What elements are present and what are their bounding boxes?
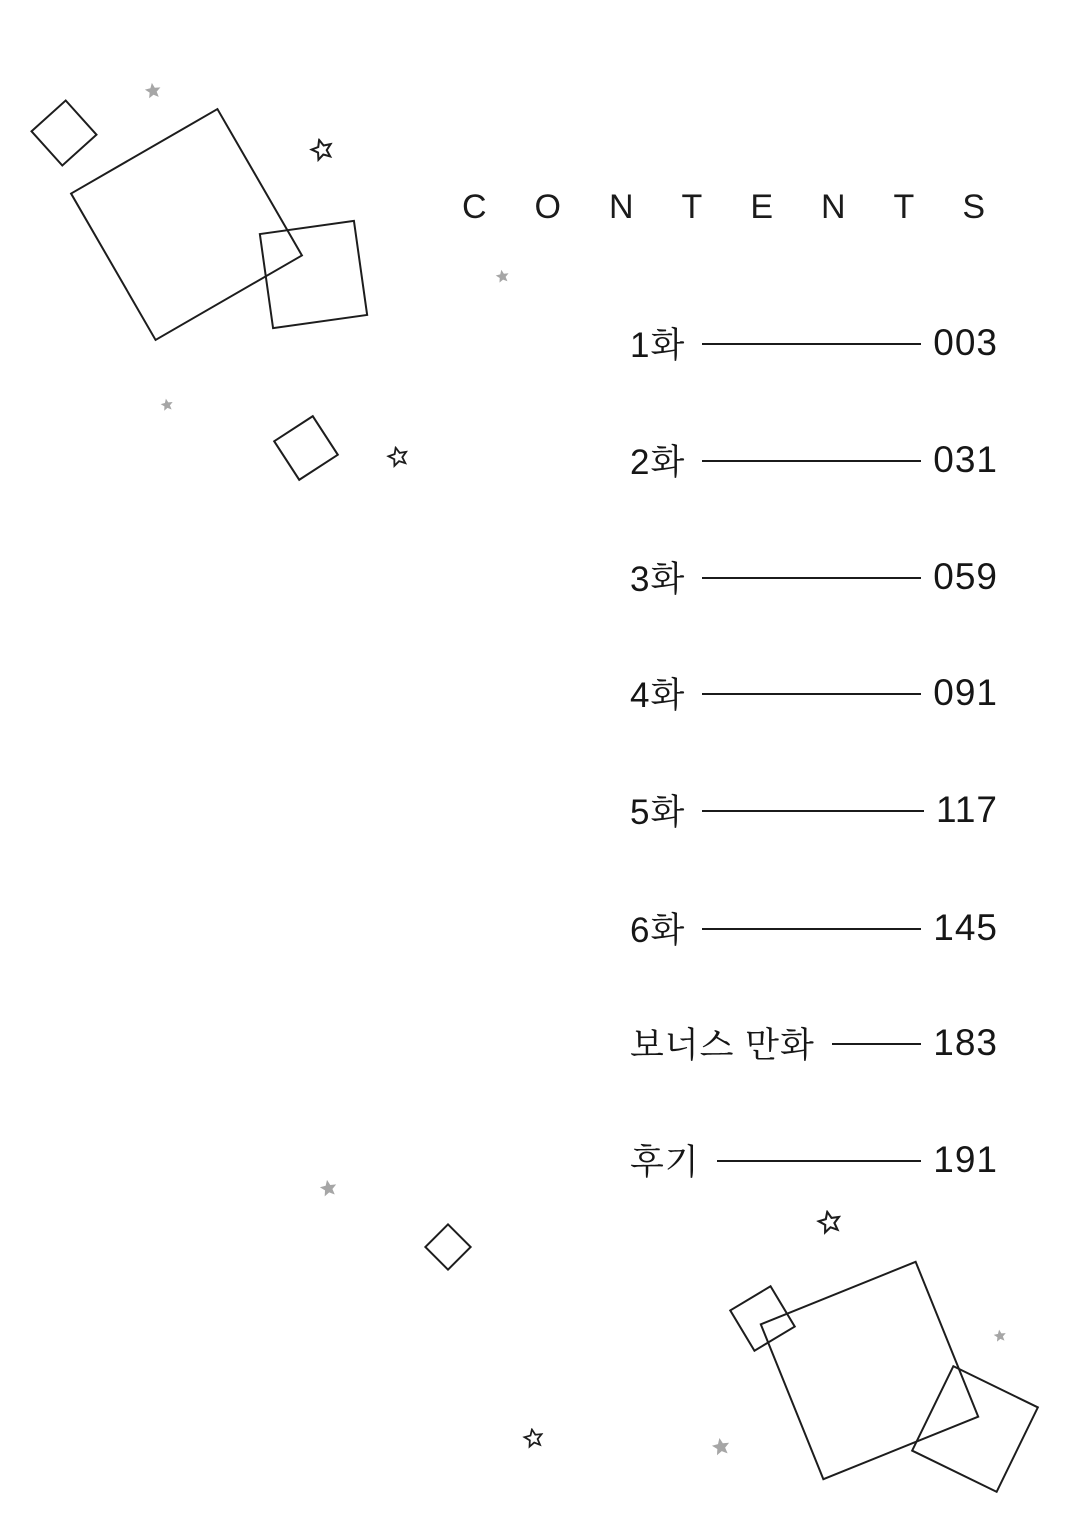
toc-entry-page-number: 091 (933, 672, 998, 713)
leader-line (717, 1160, 922, 1162)
toc-entry (630, 788, 998, 832)
leader-line (702, 928, 921, 930)
toc-entry-label: 보너스 만화 (630, 1026, 815, 1065)
toc-entry (630, 438, 998, 482)
leader-line (832, 1043, 921, 1045)
toc-entry-page-number: 117 (936, 789, 998, 830)
toc-entry-label: 4화 (630, 676, 686, 715)
toc-entry-label: 1화 (630, 326, 686, 365)
toc-entry-label: 3화 (630, 560, 686, 599)
toc-entry (630, 555, 998, 599)
toc-entry-page-number: 003 (933, 322, 998, 363)
toc-entry (630, 906, 998, 950)
toc-entry-page-number: 031 (933, 439, 998, 480)
leader-line (702, 343, 921, 345)
toc-entry (630, 671, 998, 715)
toc-entry-page-number: 059 (933, 556, 998, 597)
toc-entry-page-number: 183 (933, 1022, 998, 1063)
toc-entry (630, 321, 998, 365)
leader-line (702, 460, 921, 462)
leader-line (702, 810, 924, 812)
leader-line (702, 577, 921, 579)
toc-entry (630, 1021, 998, 1065)
leader-line (702, 693, 921, 695)
toc-entry-label: 후기 (630, 1143, 700, 1182)
toc-entry (630, 1138, 998, 1182)
toc-entry-label: 6화 (630, 911, 686, 950)
toc-entry-page-number: 145 (933, 907, 998, 948)
toc-entry-label: 2화 (630, 443, 686, 482)
toc-entry-label: 5화 (630, 793, 686, 832)
page-title: CONTENTS (462, 188, 1033, 226)
toc-entry-page-number: 191 (933, 1139, 998, 1180)
